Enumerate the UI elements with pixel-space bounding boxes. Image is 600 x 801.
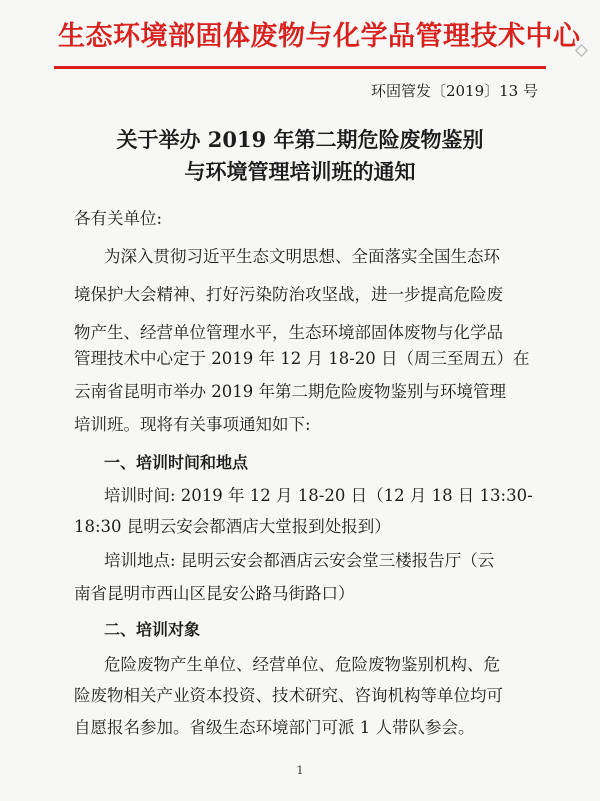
intro-line: 为深入贯彻习近平生态文明思想、全面落实全国生态环 xyxy=(104,247,500,266)
intro-line: 管理技术中心定于 2019 年 12 月 18-20 日（周三至周五）在 xyxy=(74,349,530,368)
letterhead-title: 生态环境部固体废物与化学品管理技术中心 xyxy=(58,21,581,52)
training-time-line: 培训时间: 2019 年 12 月 18-20 日（12 月 18 日 13:30- xyxy=(104,486,533,505)
intro-line: 境保护大会精神、打好污染防治攻坚战，进一步提高危险废 xyxy=(74,285,503,304)
intro-line: 物产生、经营单位管理水平，生态环境部固体废物与化学品 xyxy=(74,323,503,342)
training-target-line: 自愿报名参加。省级生态环境部门可派 1 人带队参会。 xyxy=(74,718,475,737)
section-1-heading: 一、培训时间和地点 xyxy=(104,453,249,472)
training-target-line: 危险废物产生单位、经营单位、危险废物鉴别机构、危 xyxy=(104,655,500,674)
training-time-line: 18:30 昆明云安会都酒店大堂报到处报到） xyxy=(74,517,391,536)
section-2-heading: 二、培训对象 xyxy=(104,620,201,639)
document-number: 环固管发〔2019〕13 号 xyxy=(370,82,538,100)
training-place-line: 南省昆明市西山区昆安公路马街路口） xyxy=(74,584,355,603)
intro-line: 云南省昆明市举办 2019 年第二期危险废物鉴别与环境管理 xyxy=(74,382,506,401)
training-target-line: 险废物相关产业资本投资、技术研究、咨询机构等单位均可 xyxy=(74,686,503,705)
notice-title-line-1: 关于举办 2019 年第二期危险废物鉴别 xyxy=(116,127,484,152)
training-place-line: 培训地点: 昆明云安会都酒店云安会堂三楼报告厅（云 xyxy=(104,551,495,570)
salutation: 各有关单位: xyxy=(74,209,163,228)
intro-line: 培训班。现将有关事项通知如下: xyxy=(74,415,311,434)
letterhead-red-rule xyxy=(54,66,546,69)
notice-title-line-2: 与环境管理培训班的通知 xyxy=(184,159,416,184)
page-number: 1 xyxy=(296,764,304,777)
